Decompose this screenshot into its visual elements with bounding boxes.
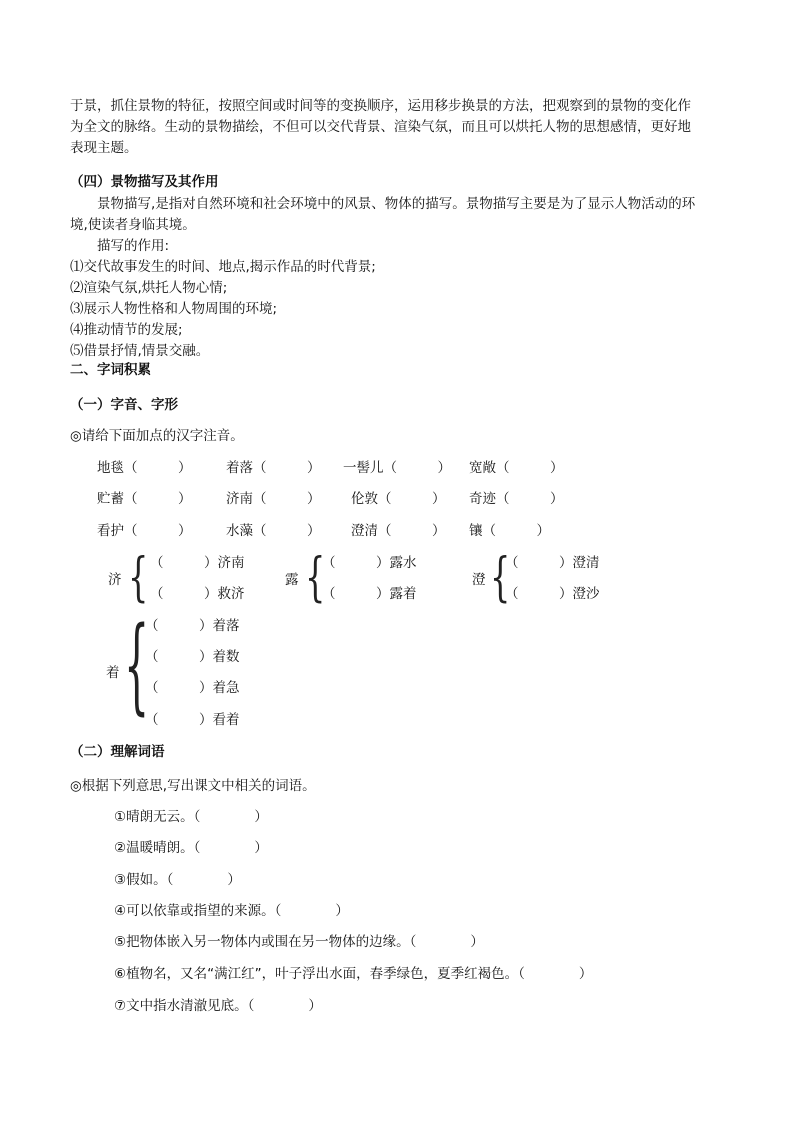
polyphone-item[interactable]: （ ）露水 — [322, 555, 417, 571]
polyphone-item[interactable]: （ ）澄清 — [505, 555, 600, 571]
polyphone-char: 澄 — [472, 572, 486, 588]
intro-line: 于景，抓住景物的特征，按照空间或时间等的变换顺序，运用移步换景的方法，把观察到的景物的变化作 — [70, 98, 691, 114]
polyphone-item[interactable]: （ ）着急 — [145, 680, 240, 696]
vocabulary-question[interactable]: ①晴朗无云。（ ） — [114, 809, 268, 825]
subsection-pronunciation: （一）字音、字形 — [70, 397, 178, 413]
pinyin-question[interactable]: 贮蓄（ ） — [97, 491, 192, 507]
section4-heading: （四）景物描写及其作用 — [70, 174, 219, 190]
pinyin-question[interactable]: 奇迹（ ） — [469, 491, 564, 507]
polyphone-char: 露 — [285, 572, 299, 588]
section4-definition: 境,使读者身临其境。 — [70, 217, 196, 233]
section4-function-label: 描写的作用: — [97, 238, 170, 254]
brace-icon: { — [490, 548, 511, 608]
pinyin-question[interactable]: 伦敦（ ） — [351, 491, 446, 507]
section4-definition: 景物描写,是指对自然环境和社会环境中的风景、物体的描写。景物描写主要是为了显示人物活动的环 — [97, 196, 696, 212]
pinyin-question[interactable]: 济南（ ） — [226, 491, 321, 507]
subsection-vocabulary: （二）理解词语 — [70, 744, 165, 760]
pinyin-question[interactable]: 镶（ ） — [469, 523, 550, 539]
polyphone-item[interactable]: （ ）澄沙 — [505, 586, 600, 602]
pinyin-question[interactable]: 宽敞（ ） — [469, 460, 564, 476]
polyphone-item[interactable]: （ ）露着 — [322, 586, 417, 602]
polyphone-item[interactable]: （ ）着数 — [145, 649, 240, 665]
vocabulary-question[interactable]: ③假如。（ ） — [114, 872, 241, 888]
instruction-vocabulary: ◎根据下列意思,写出课文中相关的词语。 — [70, 778, 316, 794]
function-item: ⑵渲染气氛,烘托人物心情; — [70, 280, 228, 296]
brace-icon: { — [124, 603, 150, 726]
function-item: ⑶展示人物性格和人物周围的环境; — [70, 301, 278, 317]
polyphone-item[interactable]: （ ）济南 — [150, 555, 245, 571]
pinyin-question[interactable]: 着落（ ） — [226, 460, 321, 476]
function-item: ⑸借景抒情,情景交融。 — [70, 343, 210, 359]
intro-line: 为全文的脉络。生动的景物描绘，不但可以交代背景、渲染气氛，而且可以烘托人物的思想感情，更好地 — [70, 119, 691, 135]
intro-line: 表现主题。 — [70, 140, 138, 156]
polyphone-char: 着 — [106, 665, 120, 681]
brace-icon: { — [305, 548, 326, 608]
polyphone-item[interactable]: （ ）救济 — [150, 586, 245, 602]
pinyin-question[interactable]: 水藻（ ） — [226, 523, 321, 539]
pinyin-question[interactable]: 看护（ ） — [97, 523, 192, 539]
pinyin-question[interactable]: 地毯（ ） — [97, 460, 192, 476]
polyphone-item[interactable]: （ ）看着 — [145, 712, 240, 728]
instruction-pinyin: ◎请给下面加点的汉字注音。 — [70, 428, 244, 444]
vocabulary-question[interactable]: ⑥植物名，又名“满江红”，叶子浮出水面，春季绿色，夏季红褐色。（ ） — [114, 966, 593, 982]
pinyin-question[interactable]: 一髻儿（ ） — [343, 460, 451, 476]
vocabulary-question[interactable]: ④可以依靠或指望的来源。（ ） — [114, 903, 349, 919]
vocabulary-question[interactable]: ⑤把物体嵌入另一物体内或围在另一物体的边缘。（ ） — [114, 934, 484, 950]
pinyin-question[interactable]: 澄清（ ） — [351, 523, 446, 539]
part2-heading: 二、字词积累 — [70, 362, 151, 378]
polyphone-char: 济 — [108, 572, 122, 588]
polyphone-item[interactable]: （ ）着落 — [145, 618, 240, 634]
function-item: ⑴交代故事发生的时间、地点,揭示作品的时代背景; — [70, 259, 376, 275]
brace-icon: { — [128, 548, 149, 608]
vocabulary-question[interactable]: ②温暖晴朗。（ ） — [114, 840, 268, 856]
function-item: ⑷推动情节的发展; — [70, 322, 183, 338]
vocabulary-question[interactable]: ⑦文中指水清澈见底。（ ） — [114, 998, 322, 1014]
